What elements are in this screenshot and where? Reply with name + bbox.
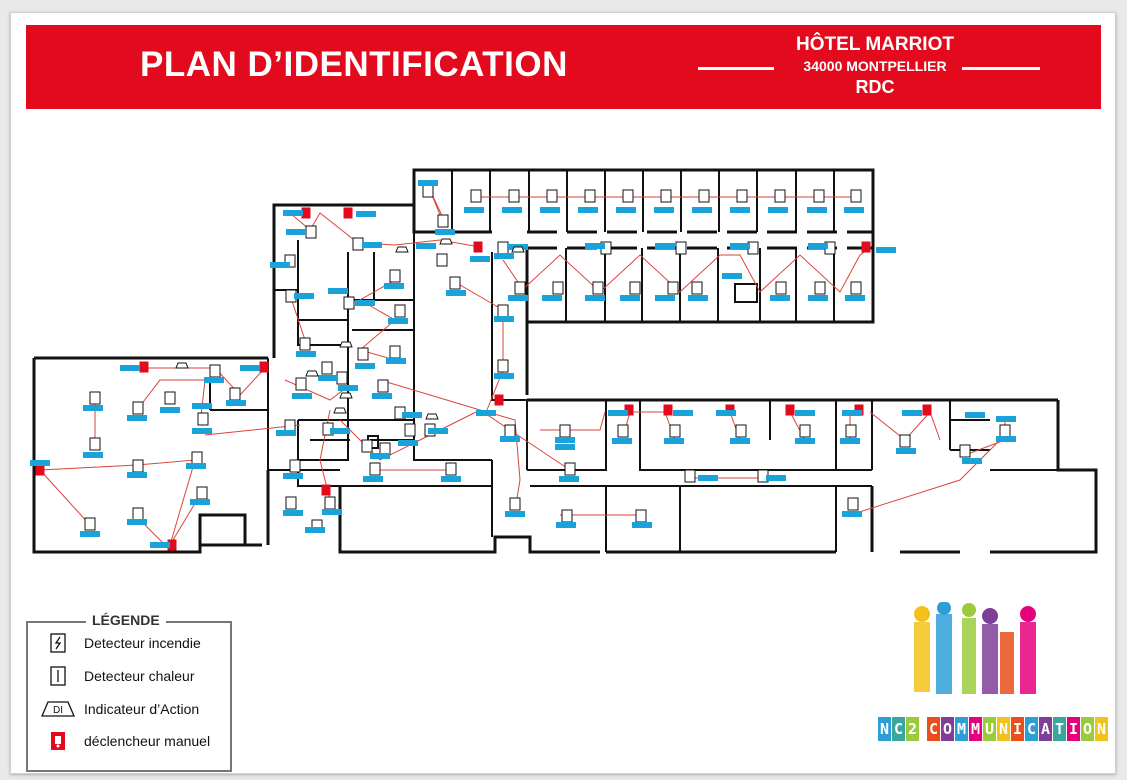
fire-detector-icon	[50, 633, 66, 653]
hotel-level: RDC	[855, 77, 895, 97]
legend-label: Detecteur incendie	[84, 635, 201, 651]
legend-item-fire-detector	[40, 632, 201, 654]
hotel-name: HÔTEL MARRIOT	[796, 34, 954, 55]
hotel-city: 34000 MONTPELLIER	[803, 58, 947, 74]
logo-figures	[870, 602, 1080, 714]
legend-title: LÉGENDE	[86, 612, 166, 628]
legend-item-manual-call-point	[40, 730, 210, 752]
legend	[26, 612, 232, 772]
heat-detector-icon	[50, 666, 66, 686]
manual-call-point-icon	[50, 731, 66, 751]
legend-item-action-indicator	[40, 698, 199, 720]
logo-text: N C 2 C O M M U N I C A T I O N	[878, 717, 1108, 741]
legend-label: Detecteur chaleur	[84, 668, 195, 684]
action-indicator-icon	[176, 239, 524, 419]
company-logo	[870, 602, 1107, 752]
legend-label: déclencheur manuel	[84, 733, 211, 749]
page-title: PLAN D’IDENTIFICATION	[140, 45, 568, 84]
legend-item-heat-detector	[40, 665, 195, 687]
action-indicator-symbol: DI	[53, 705, 63, 716]
action-indicator-icon	[40, 700, 76, 718]
legend-label: Indicateur d’Action	[84, 701, 200, 717]
